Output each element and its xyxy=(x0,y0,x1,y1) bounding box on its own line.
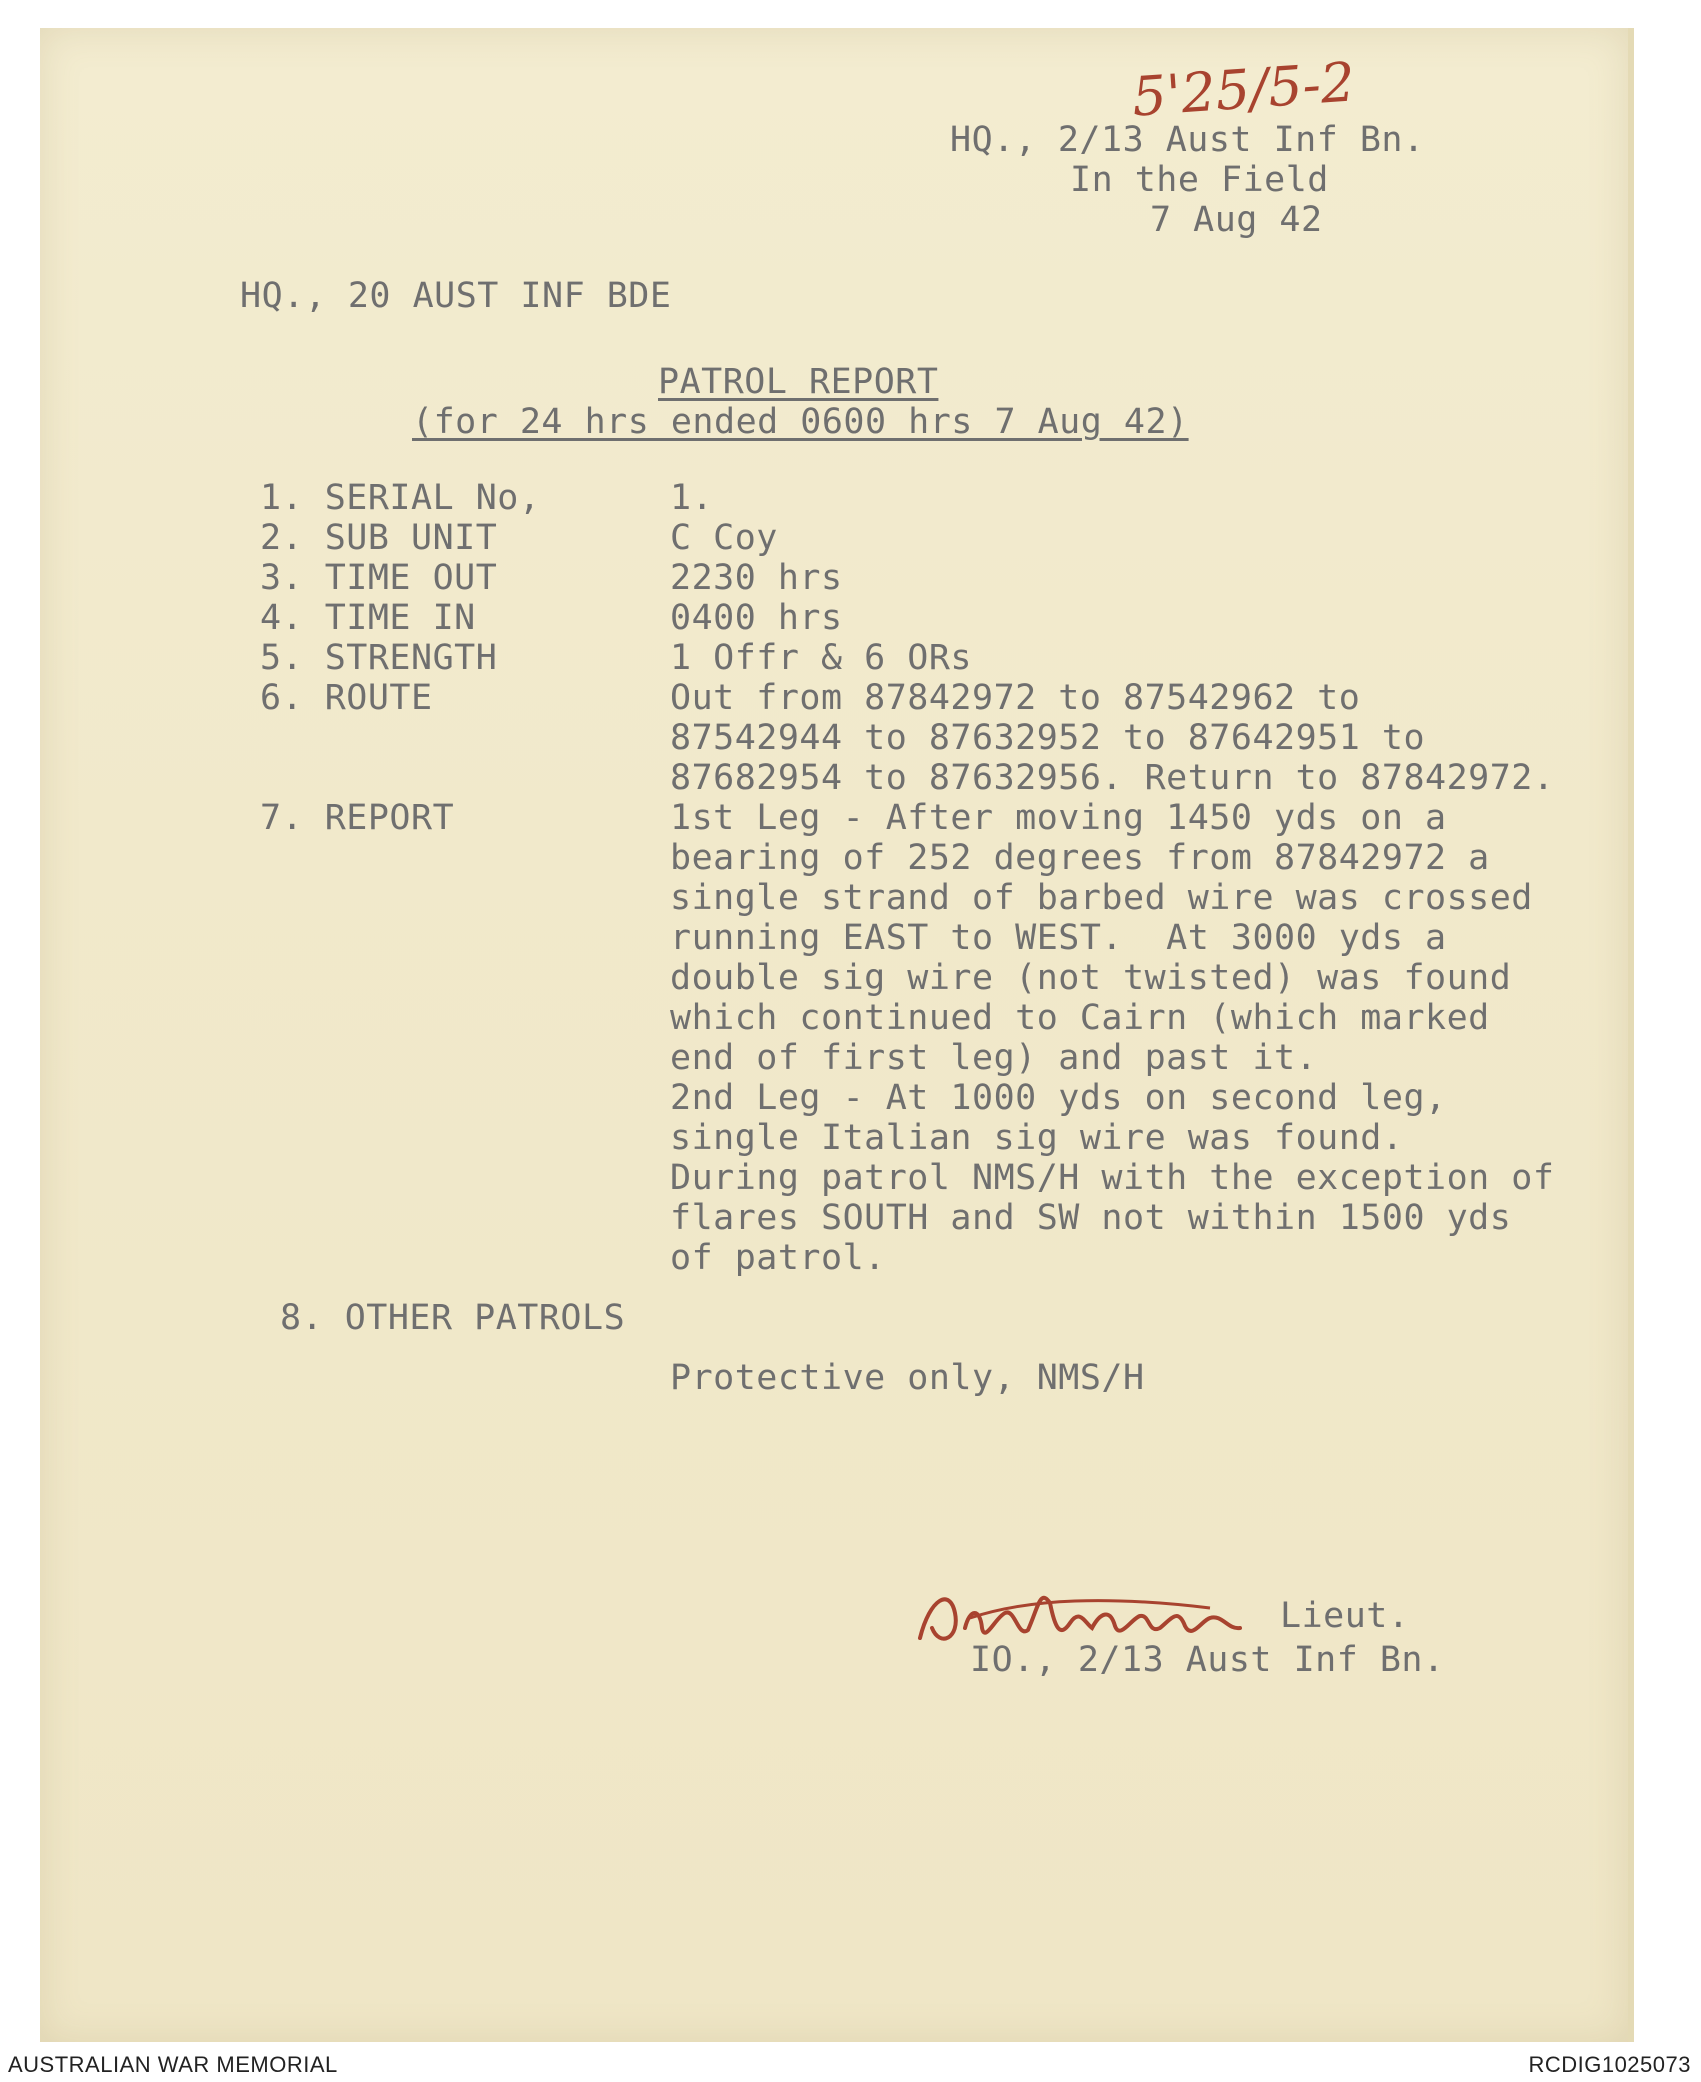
item-value-other-patrols: Protective only, NMS/H xyxy=(670,1358,1145,1398)
header-line-1: HQ., 2/13 Aust Inf Bn. xyxy=(950,120,1425,160)
report-line: bearing of 252 degrees from 87842972 a xyxy=(670,838,1490,878)
route-line: Out from 87842972 to 87542962 to xyxy=(670,678,1361,718)
addressee: HQ., 20 AUST INF BDE xyxy=(240,276,672,316)
item-value-time-out: 2230 hrs xyxy=(670,558,843,598)
report-line: During patrol NMS/H with the exception of xyxy=(670,1158,1555,1198)
footer-source: AUSTRALIAN WAR MEMORIAL xyxy=(8,2052,338,2077)
item-label-serial: 1. SERIAL No, xyxy=(260,478,541,518)
route-line: 87682954 to 87632956. Return to 87842972. xyxy=(670,758,1555,798)
report-line: single Italian sig wire was found. xyxy=(670,1118,1404,1158)
report-line: flares SOUTH and SW not within 1500 yds xyxy=(670,1198,1512,1238)
item-label-sub-unit: 2. SUB UNIT xyxy=(260,518,498,558)
item-label-strength: 5. STRENGTH xyxy=(260,638,498,678)
item-label-report: 7. REPORT xyxy=(260,798,455,838)
report-line: 2nd Leg - At 1000 yds on second leg, xyxy=(670,1078,1447,1118)
item-label-time-in: 4. TIME IN xyxy=(260,598,476,638)
report-line: which continued to Cairn (which marked xyxy=(670,998,1490,1038)
report-title: PATROL REPORT xyxy=(658,362,939,402)
signature-rank: Lieut. xyxy=(1280,1596,1410,1636)
report-line: of patrol. xyxy=(670,1238,886,1278)
report-line: single strand of barbed wire was crossed xyxy=(670,878,1533,918)
report-line: double sig wire (not twisted) was found xyxy=(670,958,1512,998)
footer-record-id: RCDIG1025073 xyxy=(1528,2052,1691,2077)
header-date: 7 Aug 42 xyxy=(1150,200,1323,240)
file-reference: 5'25/5-2 xyxy=(1130,50,1358,129)
report-line: 1st Leg - After moving 1450 yds on a xyxy=(670,798,1447,838)
report-line: running EAST to WEST. At 3000 yds a xyxy=(670,918,1447,958)
item-label-other-patrols: 8. OTHER PATROLS xyxy=(280,1298,626,1338)
item-label-time-out: 3. TIME OUT xyxy=(260,558,498,598)
report-subtitle: (for 24 hrs ended 0600 hrs 7 Aug 42) xyxy=(412,402,1189,442)
item-value-serial: 1. xyxy=(670,478,714,518)
item-value-strength: 1 Offr & 6 ORs xyxy=(670,638,973,678)
route-line: 87542944 to 87632952 to 87642951 to xyxy=(670,718,1426,758)
signature-unit: IO., 2/13 Aust Inf Bn. xyxy=(970,1640,1445,1680)
item-value-time-in: 0400 hrs xyxy=(670,598,843,638)
header-line-2: In the Field xyxy=(1070,160,1329,200)
item-label-route: 6. ROUTE xyxy=(260,678,433,718)
item-value-sub-unit: C Coy xyxy=(670,518,778,558)
document-sheet xyxy=(40,28,1634,2042)
report-line: end of first leg) and past it. xyxy=(670,1038,1318,1078)
